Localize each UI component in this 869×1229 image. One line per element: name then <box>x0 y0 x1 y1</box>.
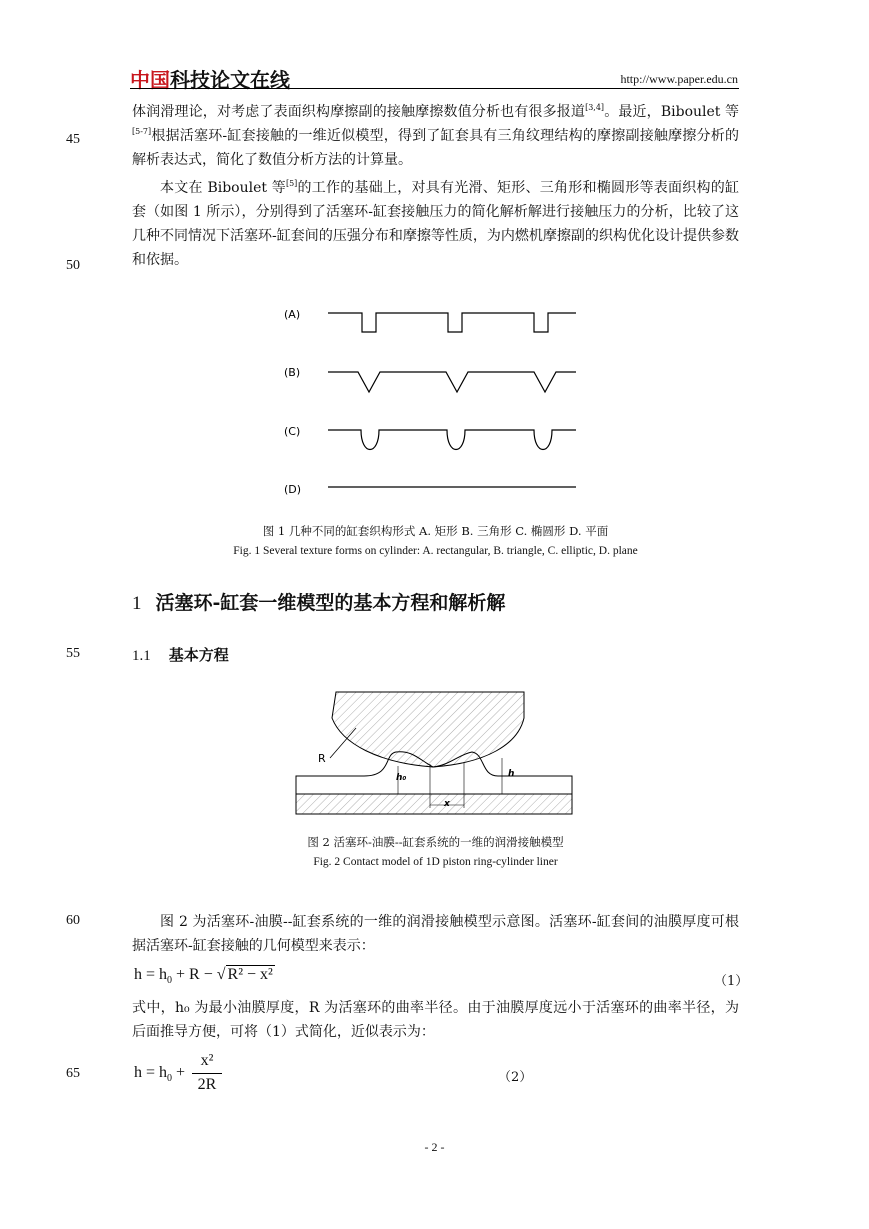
fig2-label-x: x <box>444 799 450 809</box>
fig1-label-c: (C) <box>284 425 301 438</box>
intro-paragraph-2: 本文在 Biboulet 等[5]的工作的基础上，对具有光滑、矩形、三角形和椭圆形等表面织构的缸套（如图 1 所示），分别得到了活塞环-缸套接触压力的简化解析解进行接触压力的分析，比较了这几种不同情况下活塞环-缸套间的压强分布和摩擦等性质，为内燃机摩擦副的织构优化设计提供参数和依据。 <box>132 179 739 268</box>
fig2-label-r: R <box>318 752 326 765</box>
fig1-label-a: (A) <box>284 308 301 321</box>
triangular-texture-profile <box>328 372 576 392</box>
line-number-45: 45 <box>66 132 80 147</box>
fig1-label-b: (B) <box>284 366 301 379</box>
sqrt-sign: √ <box>216 966 226 983</box>
figure-2-caption-en: Fig. 2 Contact model of 1D piston ring-cylinder liner <box>313 856 558 868</box>
header-url[interactable]: http://www.paper.edu.cn <box>620 72 738 86</box>
rectangular-texture-profile <box>328 313 576 332</box>
line-number-60: 60 <box>66 913 80 928</box>
figure-1-caption-cn: 图 1 几种不同的缸套织构形式 A. 矩形 B. 三角形 C. 椭圆形 D. 平面 <box>262 524 609 538</box>
page-number: - 2 - <box>424 1140 445 1154</box>
figure-1-caption-en: Fig. 1 Several texture forms on cylinder: A. rectangular, B. triangle, C. elliptic, D. plane <box>233 545 638 557</box>
header-rule <box>130 88 739 89</box>
equation-1-number: （1） <box>714 974 749 989</box>
fig1-label-d: (D) <box>284 483 302 496</box>
citation-5[interactable]: [5] <box>285 179 298 188</box>
logo-red-text: 中国 <box>130 68 170 92</box>
line-number-50: 50 <box>66 258 80 273</box>
equation-2-number: （2） <box>498 1070 533 1085</box>
body-paragraph-4: 式中，h₀ 为最小油膜厚度，R 为活塞环的曲率半径。由于油膜厚度远小于活塞环的曲率半径，为后面推导方便，可将（1）式简化，近似表示为： <box>132 1000 739 1040</box>
line-number-65: 65 <box>66 1066 80 1081</box>
figure-2-caption-cn: 图 2 活塞环-油膜--缸套系统的一维的润滑接触模型 <box>307 835 564 849</box>
radicand: R² − x² <box>227 966 273 983</box>
citation-5-7[interactable]: [5-7] <box>132 127 152 136</box>
figure-1-texture-forms <box>270 296 590 508</box>
eq2-fraction-bar <box>192 1073 222 1074</box>
figure-2-contact-model <box>292 688 576 818</box>
body-paragraph-3: 图 2 为活塞环-油膜--缸套系统的一维的润滑接触模型示意图。活塞环-缸套间的油膜厚度可根据活塞环-缸套接触的几何模型来表示： <box>132 914 739 954</box>
cylinder-liner-body <box>296 794 572 814</box>
fig2-label-h: h <box>508 769 515 779</box>
logo-black-text: 科技论文在线 <box>170 68 290 92</box>
line-number-55: 55 <box>66 646 80 661</box>
elliptic-texture-profile <box>328 430 576 450</box>
section-1-heading: 1 活塞环-缸套一维模型的基本方程和解析解 <box>132 592 506 614</box>
citation-3-4[interactable]: [3,4] <box>585 103 605 112</box>
fig2-label-h0: h₀ <box>396 773 407 783</box>
piston-ring-body <box>332 692 524 767</box>
section-1-1-heading: 1.1 基本方程 <box>132 646 229 664</box>
eq2-numerator: x² <box>200 1052 214 1069</box>
eq2-denominator: 2R <box>197 1076 217 1093</box>
equation-1: $h = h_0 + R$ − √ R² − x² <box>134 966 273 987</box>
intro-paragraph-1: 体润滑理论，对考虑了表面织构摩擦副的接触摩擦数值分析也有很多报道[3,4]。最近，Biboulet 等[5-7]根据活塞环-缸套接触的一维近似模型，得到了缸套具有三角纹理结构的摩擦副接触摩擦分析的解析表达式，简化了数值分析方法的计算量。 <box>132 103 740 168</box>
